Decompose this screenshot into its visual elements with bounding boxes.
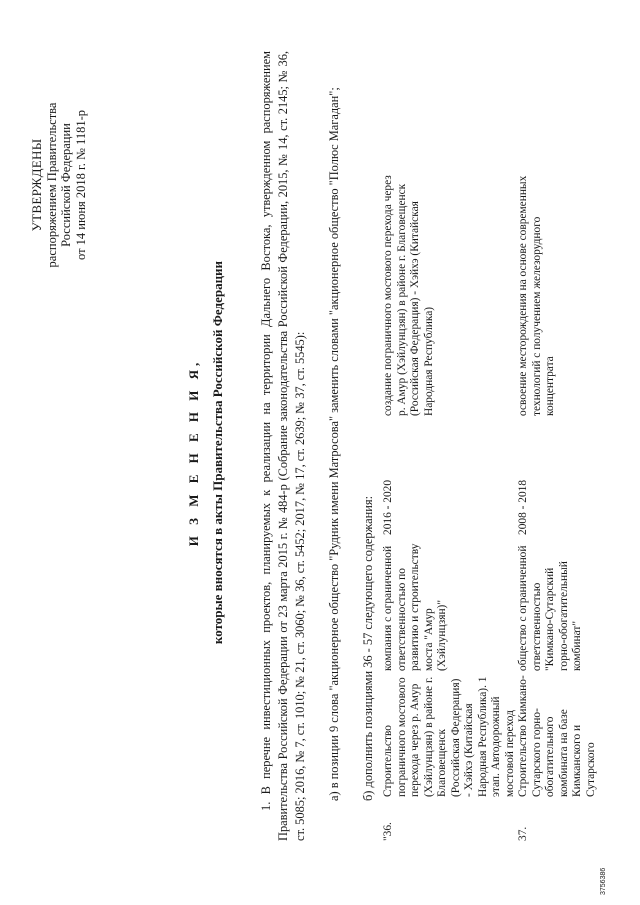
paragraph-sub-b: б) дополнить позициями 36 - 57 следующего содержания: — [361, 495, 375, 801]
document-code: 3756386 — [600, 867, 607, 895]
position-number: 37. — [517, 826, 529, 841]
table-row — [517, 162, 598, 841]
project-organization: компания с ограниченной ответственностью по развитию и строительству моста "Амур (Хэйлунцзян)" — [382, 543, 448, 671]
table-row — [382, 162, 517, 841]
project-organization: общество с ограниченной ответственностью "Кимкано-Сутарский горно-обогатительный комбинат" — [517, 545, 583, 671]
project-period: 2016 - 2020 — [382, 479, 394, 535]
approval-line-3: от 14 июня 2018 г. № 1181-р — [73, 110, 88, 260]
project-description: создание пограничного мостового перехода через р. Амур (Хэйлунцзян) в районе г. Благовещенск (Российская Федерация) - Хэйхэ (Китайская Народная Республика) — [382, 175, 435, 416]
approval-line-2: Российской Федерации — [59, 123, 73, 247]
paragraph-item-1: 1. В перечне инвестиционных проектов, планируемых к реализации на территории Дальнего Востока, утвержденном распоряжением Правительства Российской Федерации от 23 марта 2015 г. № 484-р (Собрание законодательства Российской Федерации, 2015, № 14, ст. 2145; № 36, ст. 5085; 2016, № 7, ст. 1010; № 21, ст. 3060; № 36, ст. 5452; 2017, № 17, ст. 2639; № 37, ст. 5545): — [259, 51, 307, 841]
paragraph-sub-a: а) в позиции 9 слова "акционерное общество "Рудник имени Матросова" заменить словами "акционерное общество "Полюс Магадан"; — [327, 87, 341, 801]
project-name: Строительство Кимкано-Сутарского горно-обогатительного комбината на базе Кимканского и Сутарского — [517, 675, 597, 797]
project-period: 2008 - 2018 — [517, 479, 529, 535]
project-name: Строительство пограничного мостового перехода через р. Амур (Хэйлунцзян) в районе г. Благовещенск (Российская Федерация) - Хэйхэ (Китайская Народная Республика). 1 этап. Автодорожный мостовой переход — [382, 676, 516, 797]
document-title: И З М Е Н Е Н И Я, — [186, 358, 201, 547]
approval-line-1: распоряжением Правительства — [44, 102, 59, 268]
position-number: "36. — [382, 822, 394, 841]
positions-table — [382, 162, 598, 841]
project-description: освоение месторождения на основе современных технологий с получением железорудного концентрата — [517, 175, 556, 416]
approval-stamp — [30, 65, 88, 305]
document-subtitle: которые вносятся в акты Правительства Российской Федерации — [210, 260, 225, 645]
approval-heading: УТВЕРЖДЕНЫ — [29, 138, 44, 232]
